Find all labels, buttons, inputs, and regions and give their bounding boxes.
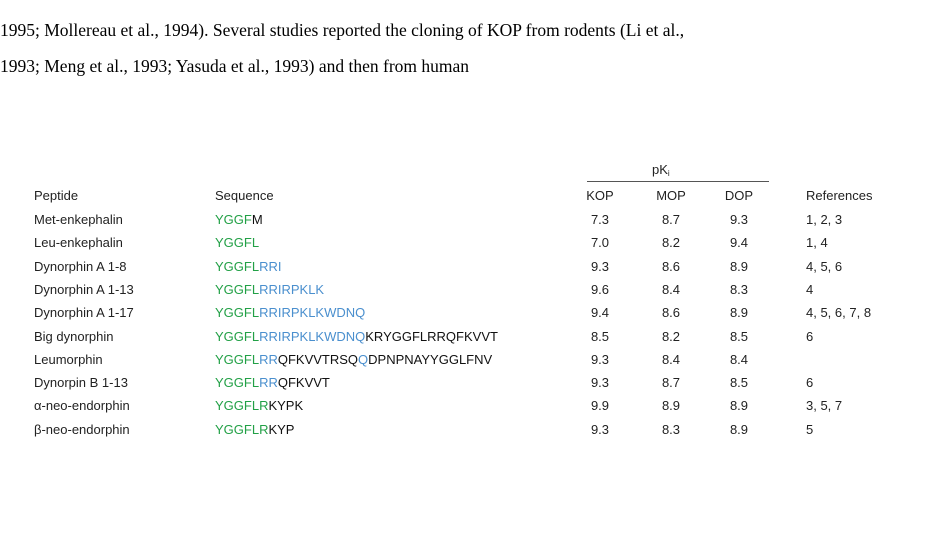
kop-value: 8.5 <box>590 329 610 344</box>
dop-value: 8.5 <box>729 375 749 390</box>
pki-group-header: $pK_i$ <box>652 162 670 178</box>
peptide-sequence <box>215 329 498 345</box>
mop-value: 8.4 <box>661 282 681 297</box>
dop-value: 8.9 <box>729 398 749 413</box>
references-value: 4, 5, 6 <box>806 259 843 274</box>
references-value: 1, 2, 3 <box>806 212 843 227</box>
header-sequence: Sequence <box>215 188 274 203</box>
sequence-segment-blue: RRI <box>259 259 282 274</box>
references-value: 1, 4 <box>806 235 828 250</box>
mop-value: 8.6 <box>661 259 681 274</box>
sequence-segment-green: YGGFL <box>215 259 260 274</box>
dop-value: 9.4 <box>729 235 749 250</box>
kop-value: 7.3 <box>590 212 610 227</box>
peptide-sequence <box>215 212 263 228</box>
sequence-segment-green: YGGFLR <box>215 398 269 413</box>
dop-value: 8.9 <box>729 259 749 274</box>
references-value: 4 <box>806 282 814 297</box>
peptide-sequence <box>215 305 365 321</box>
sequence-segment-blue: Q <box>358 352 369 367</box>
mop-value: 8.6 <box>661 305 681 320</box>
mop-value: 8.3 <box>661 422 681 437</box>
peptide-sequence <box>215 375 330 391</box>
sequence-segment-blue: RRIRPKLKWDNQ <box>259 329 366 344</box>
sequence-segment-black: KYP <box>268 422 295 437</box>
sequence-segment-black: QFKVVT <box>277 375 330 390</box>
kop-value: 9.6 <box>590 282 610 297</box>
references-value: 6 <box>806 329 814 344</box>
kop-value: 7.0 <box>590 235 610 250</box>
peptide-sequence <box>215 235 259 251</box>
sequence-segment-black: M <box>251 212 263 227</box>
peptide-sequence <box>215 398 303 414</box>
sequence-segment-blue: RR <box>259 375 278 390</box>
sequence-segment-green: YGGFL <box>215 352 260 367</box>
kop-value: 9.3 <box>590 259 610 274</box>
sequence-segment-green: YGGFL <box>215 329 260 344</box>
kop-value: 9.3 <box>590 422 610 437</box>
kop-value: 9.3 <box>590 375 610 390</box>
dop-value: 8.5 <box>729 329 749 344</box>
dop-value: 9.3 <box>729 212 749 227</box>
references-value: 5 <box>806 422 814 437</box>
sequence-segment-blue: RRIRPKLKWDNQ <box>259 305 366 320</box>
peptide-name: α-neo-endorphin <box>34 398 130 413</box>
peptide-sequence <box>215 282 324 298</box>
mop-value: 8.2 <box>661 235 681 250</box>
sequence-segment-green: YGGFL <box>215 375 260 390</box>
peptide-name: Met-enkephalin <box>34 212 123 227</box>
paragraph-line: 1993; Meng et al., 1993; Yasuda et al., 1993) and then from human <box>0 56 470 76</box>
sequence-segment-green: YGGFLR <box>215 422 269 437</box>
peptide-name: Leu-enkephalin <box>34 235 123 250</box>
mop-value: 8.4 <box>661 352 681 367</box>
header-dop: DOP <box>724 188 754 203</box>
peptide-name: Dynorphin A 1-13 <box>34 282 134 297</box>
sequence-segment-black: KRYGGFLRRQFKVVT <box>365 329 498 344</box>
dop-value: 8.9 <box>729 305 749 320</box>
sequence-segment-blue: RR <box>259 352 278 367</box>
header-references: References <box>806 188 873 203</box>
peptide-sequence <box>215 352 492 368</box>
references-value: 4, 5, 6, 7, 8 <box>806 305 872 320</box>
sequence-segment-black: KYPK <box>268 398 304 413</box>
sequence-segment-green: YGGFL <box>215 305 260 320</box>
peptide-sequence <box>215 259 281 275</box>
peptide-name: Dynorpin B 1-13 <box>34 375 128 390</box>
peptide-name: Leumorphin <box>34 352 103 367</box>
mop-value: 8.2 <box>661 329 681 344</box>
sequence-segment-black: QFKVVTRSQ <box>277 352 359 367</box>
peptide-name: Dynorphin A 1-17 <box>34 305 134 320</box>
mop-value: 8.7 <box>661 212 681 227</box>
header-mop: MOP <box>656 188 686 203</box>
kop-value: 9.4 <box>590 305 610 320</box>
peptide-name: β-neo-endorphin <box>34 422 130 437</box>
peptide-name: Dynorphin A 1-8 <box>34 259 127 274</box>
sequence-segment-black: DPNPNAYYGGLFNV <box>368 352 493 367</box>
pki-header-rule <box>587 181 769 182</box>
sequence-segment-blue: RRIRPKLK <box>259 282 325 297</box>
sequence-segment-green: YGGF <box>215 212 252 227</box>
peptide-name: Big dynorphin <box>34 329 114 344</box>
kop-value: 9.3 <box>590 352 610 367</box>
mop-value: 8.7 <box>661 375 681 390</box>
kop-value: 9.9 <box>590 398 610 413</box>
dop-value: 8.9 <box>729 422 749 437</box>
peptide-sequence <box>215 422 294 438</box>
sequence-segment-green: YGGFL <box>215 282 260 297</box>
dop-value: 8.3 <box>729 282 749 297</box>
paragraph-line: 1995; Mollereau et al., 1994). Several studies reported the cloning of KOP from rodents (Li et al., <box>0 20 685 40</box>
references-value: 6 <box>806 375 814 390</box>
references-value: 3, 5, 7 <box>806 398 843 413</box>
header-kop: KOP <box>586 188 614 203</box>
header-peptide: Peptide <box>34 188 79 203</box>
dop-value: 8.4 <box>729 352 749 367</box>
mop-value: 8.9 <box>661 398 681 413</box>
sequence-segment-green: YGGFL <box>215 235 260 250</box>
